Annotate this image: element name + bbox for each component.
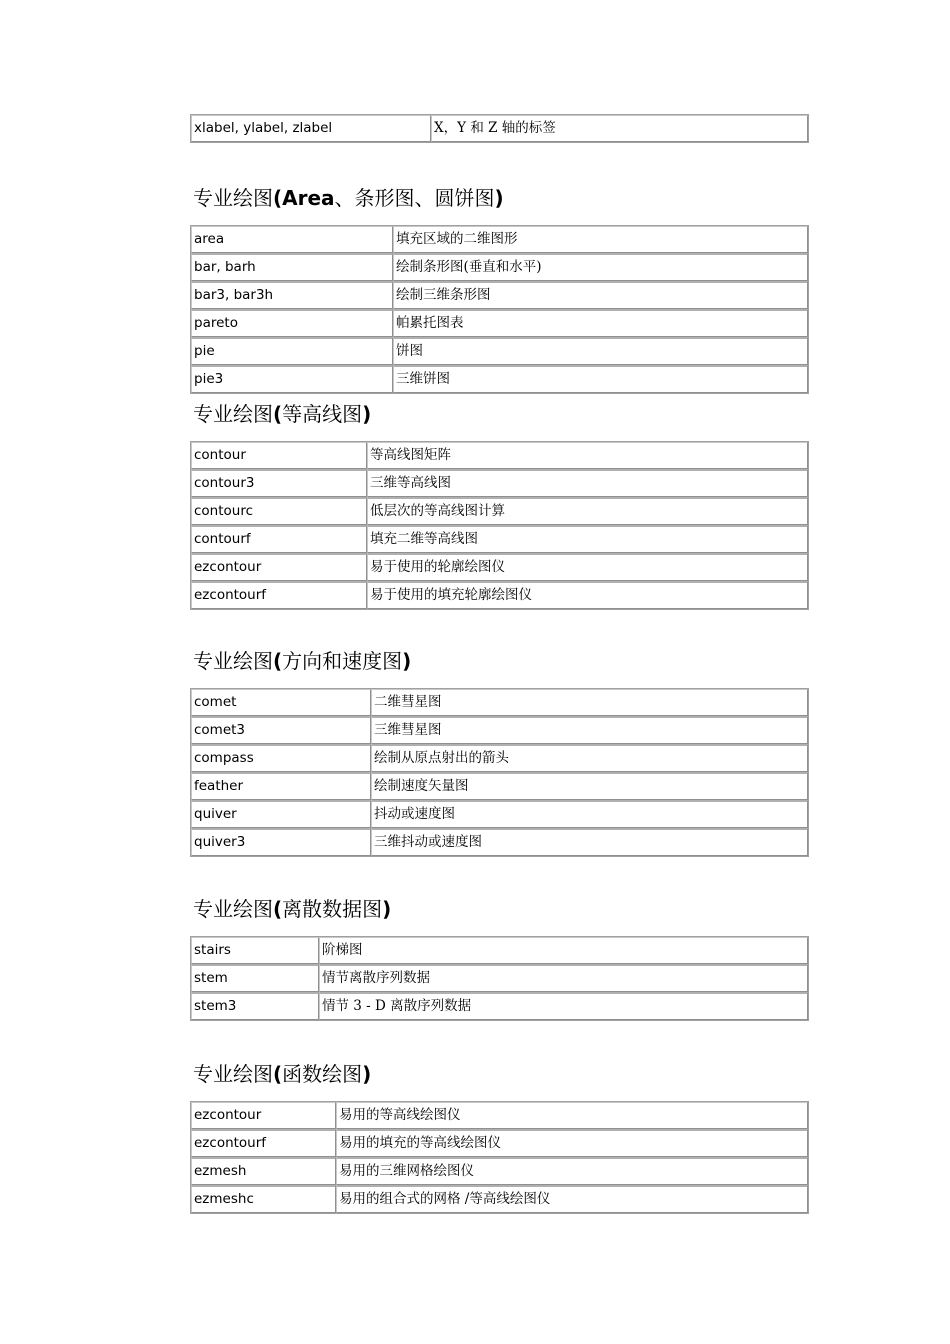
table-row bbox=[191, 553, 808, 581]
function-description: 饼图 bbox=[393, 337, 808, 365]
function-description: 易于使用的填充轮廓绘图仪 bbox=[367, 581, 808, 609]
function-name: ezmesh bbox=[191, 1157, 336, 1185]
table-row bbox=[191, 716, 808, 744]
function-description: 绘制速度矢量图 bbox=[371, 772, 808, 800]
function-name: ezcontour bbox=[191, 553, 367, 581]
function-description: 低层次的等高线图计算 bbox=[367, 497, 808, 525]
function-name: area bbox=[191, 226, 393, 253]
table-row bbox=[191, 992, 808, 1020]
table-row bbox=[191, 1102, 808, 1129]
section-heading-discrete-data: 专业绘图(离散数据图) bbox=[193, 897, 392, 921]
function-description: 易用的填充的等高线绘图仪 bbox=[336, 1129, 808, 1157]
function-name: bar, barh bbox=[191, 253, 393, 281]
contour-table bbox=[190, 441, 809, 610]
function-description: 情节离散序列数据 bbox=[319, 964, 808, 992]
function-description: 三维饼图 bbox=[393, 365, 808, 393]
table-row bbox=[191, 581, 808, 609]
function-description: 易于使用的轮廓绘图仪 bbox=[367, 553, 808, 581]
discrete-data-table bbox=[190, 936, 809, 1021]
table-row bbox=[191, 497, 808, 525]
label-functions-table bbox=[190, 114, 809, 143]
table-row bbox=[191, 226, 808, 253]
table-row bbox=[191, 937, 808, 964]
table-row bbox=[191, 800, 808, 828]
table-row bbox=[191, 442, 808, 469]
function-name: feather bbox=[191, 772, 371, 800]
table-row bbox=[191, 828, 808, 856]
function-name: pareto bbox=[191, 309, 393, 337]
function-description: 填充二维等高线图 bbox=[367, 525, 808, 553]
function-name: bar3, bar3h bbox=[191, 281, 393, 309]
function-name: contourf bbox=[191, 525, 367, 553]
function-description: 绘制从原点射出的箭头 bbox=[371, 744, 808, 772]
function-description: 帕累托图表 bbox=[393, 309, 808, 337]
function-description: X，Y 和 Z 轴的标签 bbox=[431, 115, 808, 142]
function-description: 三维抖动或速度图 bbox=[371, 828, 808, 856]
function-description: 绘制三维条形图 bbox=[393, 281, 808, 309]
table-row bbox=[191, 337, 808, 365]
table-row bbox=[191, 1185, 808, 1213]
table-row bbox=[191, 115, 808, 142]
table-row bbox=[191, 253, 808, 281]
function-name: contourc bbox=[191, 497, 367, 525]
function-name: ezcontourf bbox=[191, 581, 367, 609]
function-description: 抖动或速度图 bbox=[371, 800, 808, 828]
function-name: ezcontour bbox=[191, 1102, 336, 1129]
function-description: 等高线图矩阵 bbox=[367, 442, 808, 469]
function-description: 易用的等高线绘图仪 bbox=[336, 1102, 808, 1129]
function-name: xlabel, ylabel, zlabel bbox=[191, 115, 431, 142]
function-name: stem3 bbox=[191, 992, 319, 1020]
function-description: 二维彗星图 bbox=[371, 689, 808, 716]
section-heading-direction-velocity: 专业绘图(方向和速度图) bbox=[193, 649, 412, 673]
function-description: 填充区域的二维图形 bbox=[393, 226, 808, 253]
function-description: 易用的三维网格绘图仪 bbox=[336, 1157, 808, 1185]
function-description: 三维彗星图 bbox=[371, 716, 808, 744]
function-name: quiver bbox=[191, 800, 371, 828]
table-row bbox=[191, 469, 808, 497]
table-row bbox=[191, 772, 808, 800]
function-name: contour bbox=[191, 442, 367, 469]
table-row bbox=[191, 365, 808, 393]
table-row bbox=[191, 1129, 808, 1157]
section-heading-area-bar-pie: 专业绘图(Area、条形图、圆饼图) bbox=[193, 186, 504, 210]
function-description: 易用的组合式的网格 /等高线绘图仪 bbox=[336, 1185, 808, 1213]
function-name: comet bbox=[191, 689, 371, 716]
function-name: ezcontourf bbox=[191, 1129, 336, 1157]
table-row bbox=[191, 281, 808, 309]
function-name: pie bbox=[191, 337, 393, 365]
function-description: 阶梯图 bbox=[319, 937, 808, 964]
direction-velocity-table bbox=[190, 688, 809, 857]
table-row bbox=[191, 689, 808, 716]
function-name: stairs bbox=[191, 937, 319, 964]
function-name: contour3 bbox=[191, 469, 367, 497]
table-row bbox=[191, 744, 808, 772]
function-name: compass bbox=[191, 744, 371, 772]
table-row bbox=[191, 525, 808, 553]
area-bar-pie-table bbox=[190, 225, 809, 394]
function-name: stem bbox=[191, 964, 319, 992]
function-description: 绘制条形图(垂直和水平) bbox=[393, 253, 808, 281]
function-name: quiver3 bbox=[191, 828, 371, 856]
table-row bbox=[191, 309, 808, 337]
section-heading-function-plotting: 专业绘图(函数绘图) bbox=[193, 1062, 372, 1086]
table-row bbox=[191, 1157, 808, 1185]
function-name: ezmeshc bbox=[191, 1185, 336, 1213]
function-name: pie3 bbox=[191, 365, 393, 393]
function-description: 三维等高线图 bbox=[367, 469, 808, 497]
function-name: comet3 bbox=[191, 716, 371, 744]
function-description: 情节 3 - D 离散序列数据 bbox=[319, 992, 808, 1020]
function-plotting-table bbox=[190, 1101, 809, 1214]
table-row bbox=[191, 964, 808, 992]
section-heading-contour: 专业绘图(等高线图) bbox=[193, 402, 372, 426]
